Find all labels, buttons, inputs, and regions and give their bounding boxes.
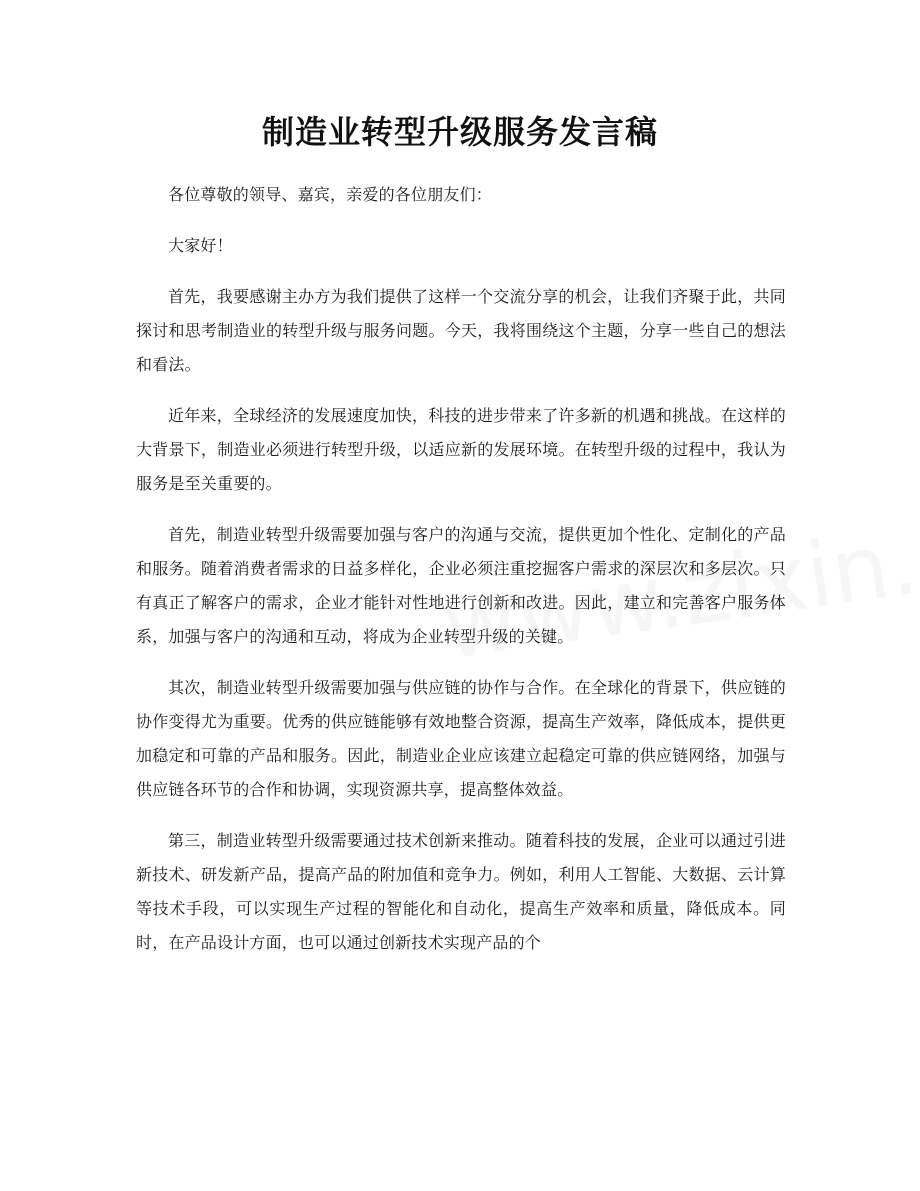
paragraph-greeting: 大家好！	[168, 236, 233, 255]
page-title: 制造业转型升级服务发言稿	[261, 113, 658, 151]
paragraph-salutation: 各位尊敬的领导、嘉宾，亲爱的各位朋友们：	[168, 185, 493, 204]
paragraph-opening: 首先，我要感谢主办方为我们提供了这样一个交流分享的机会，让我们齐聚于此，共同探讨和思考制造业的转型升级与服务问题。今天，我将围绕这个主题，分享一些自己的想法和看法。	[136, 287, 786, 374]
paragraph-technology: 第三，制造业转型升级需要通过技术创新来推动。随着科技的发展，企业可以通过引进新技术、研发新产品，提高产品的附加值和竞争力。例如，利用人工智能、大数据、云计算等技术手段，可以实现生产过程的智能化和自动化，提高生产效率和质量，降低成本。同时，在产品设计方面，也可以通过创新技术实现产品的个	[136, 831, 786, 952]
document-body	[136, 178, 786, 977]
paragraph-customer: 首先，制造业转型升级需要加强与客户的沟通与交流，提供更加个性化、定制化的产品和服务。随着消费者需求的日益多样化，企业必须注重挖掘客户需求的深层次和多层次。只有真正了解客户的需求，企业才能针对性地进行创新和改进。因此，建立和完善客户服务体系，加强与客户的沟通和互动，将成为企业转型升级的关键。	[136, 525, 786, 646]
paragraph-background: 近年来，全球经济的发展速度加快，科技的进步带来了许多新的机遇和挑战。在这样的大背景下，制造业必须进行转型升级，以适应新的发展环境。在转型升级的过程中，我认为服务是至关重要的。	[136, 406, 786, 493]
paragraph-supply-chain: 其次，制造业转型升级需要加强与供应链的协作与合作。在全球化的背景下，供应链的协作变得尤为重要。优秀的供应链能够有效地整合资源，提高生产效率，降低成本，提供更加稳定和可靠的产品和服务。因此，制造业企业应该建立起稳定可靠的供应链网络，加强与供应链各环节的合作和协调，实现资源共享，提高整体效益。	[136, 678, 786, 799]
